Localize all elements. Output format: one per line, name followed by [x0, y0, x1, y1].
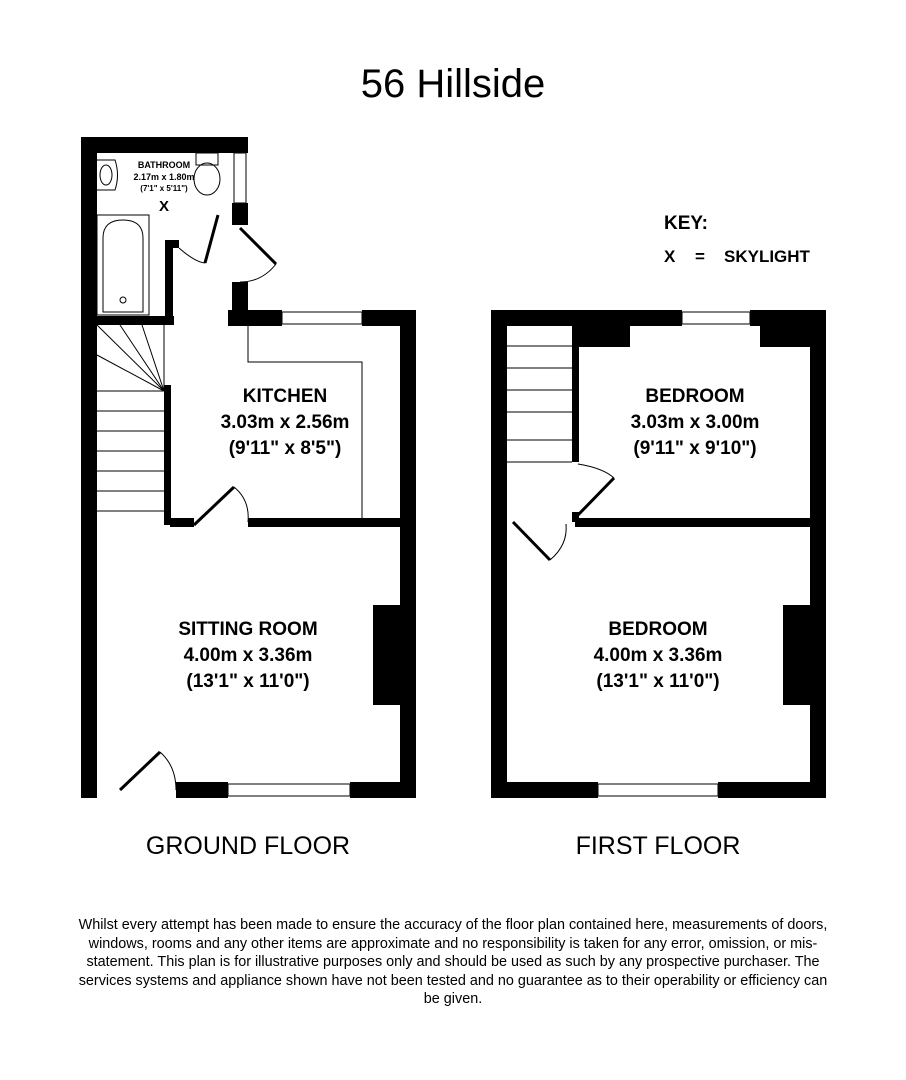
rear-bedroom-metric: 3.03m x 3.00m	[630, 412, 760, 433]
ground-floor-label: GROUND FLOOR	[145, 832, 351, 860]
bathroom-imperial: (7'1" x 5'11")	[140, 184, 188, 193]
sitting-room-window	[228, 784, 350, 796]
kitchen-door	[194, 487, 234, 525]
legend	[664, 213, 811, 266]
wall	[248, 518, 408, 527]
plan-title: 56 Hillside	[360, 62, 546, 106]
wall	[718, 782, 826, 798]
kitchen-label	[221, 386, 350, 459]
sitting-room-label	[178, 619, 317, 692]
wall	[572, 326, 630, 347]
front-bedroom-imperial: (13'1" x 11'0")	[596, 671, 720, 692]
wall	[170, 518, 194, 527]
legend-equals: =	[695, 247, 705, 266]
wall	[491, 310, 507, 798]
rear-bedroom-label	[631, 386, 760, 459]
front-bedroom-label	[594, 619, 723, 692]
ground-floor-windows	[228, 153, 362, 796]
kitchen-name: KITCHEN	[242, 386, 328, 407]
rear-bedroom-imperial: (9'11" x 9'10")	[633, 438, 757, 459]
hall-door	[240, 228, 276, 264]
wall	[165, 240, 173, 324]
legend-meaning: SKYLIGHT	[724, 247, 810, 266]
front-bedroom-window	[598, 784, 718, 796]
chimney-breast	[373, 605, 401, 705]
basin-icon	[97, 160, 118, 190]
legend-heading: KEY:	[664, 213, 708, 234]
bathroom-window	[234, 153, 246, 203]
rear-bedroom-name: BEDROOM	[645, 386, 745, 407]
sitting-room-name: SITTING ROOM	[178, 619, 318, 640]
wall	[232, 203, 248, 225]
front-door	[120, 752, 160, 790]
first-floor-doors	[513, 464, 614, 560]
first-floor-windows	[598, 312, 750, 796]
bath-icon	[97, 215, 149, 315]
kitchen-imperial: (9'11" x 8'5")	[228, 438, 342, 459]
first-floor-plan	[491, 310, 826, 798]
skylight-marker: X	[158, 198, 170, 215]
front-bedroom-door	[513, 522, 550, 560]
sitting-room-imperial: (13'1" x 11'0")	[186, 671, 310, 692]
wall	[572, 326, 579, 462]
wall	[164, 385, 171, 525]
wall	[176, 782, 228, 798]
legend-symbol: X	[664, 247, 676, 266]
wall	[232, 137, 248, 153]
wall	[81, 316, 174, 325]
wall	[81, 137, 97, 798]
wall	[491, 310, 682, 326]
rear-bedroom-door	[578, 478, 614, 515]
wall	[165, 240, 179, 248]
first-floor-label: FIRST FLOOR	[575, 832, 741, 860]
toilet-icon	[194, 153, 220, 195]
front-bedroom-metric: 4.00m x 3.36m	[593, 645, 723, 666]
bathroom-metric: 2.17m x 1.80m	[133, 172, 195, 182]
wall	[350, 782, 416, 798]
bathroom-label	[133, 160, 194, 215]
sitting-room-metric: 4.00m x 3.36m	[183, 645, 313, 666]
wall	[491, 782, 598, 798]
bathroom-name: BATHROOM	[137, 160, 191, 170]
wall	[400, 310, 416, 798]
chimney-breast	[783, 605, 811, 705]
rear-bedroom-window	[682, 312, 750, 324]
disclaimer-text: Whilst every attempt has been made to ensure the accuracy of the floor plan contained here, measurements of doors, windows, rooms and any other items are approximate and no responsibility is taken for any error, omission, or mis-statement. This plan is for illustrative purposes only and should be used as such by any prospective purchaser. The services systems and appliance shown have not been tested and no guarantee as to their operability or efficiency can be given.	[78, 917, 828, 1007]
ground-floor-stairs	[97, 325, 164, 511]
wall	[228, 310, 282, 326]
wall	[575, 518, 815, 527]
wall	[81, 782, 97, 798]
wall	[810, 310, 826, 798]
kitchen-metric: 3.03m x 2.56m	[220, 412, 350, 433]
wall	[81, 137, 248, 153]
front-bedroom-name: BEDROOM	[608, 619, 708, 640]
kitchen-window	[282, 312, 362, 324]
bathroom-door	[205, 215, 218, 263]
wall	[760, 326, 810, 347]
first-floor-stairs	[507, 346, 572, 462]
